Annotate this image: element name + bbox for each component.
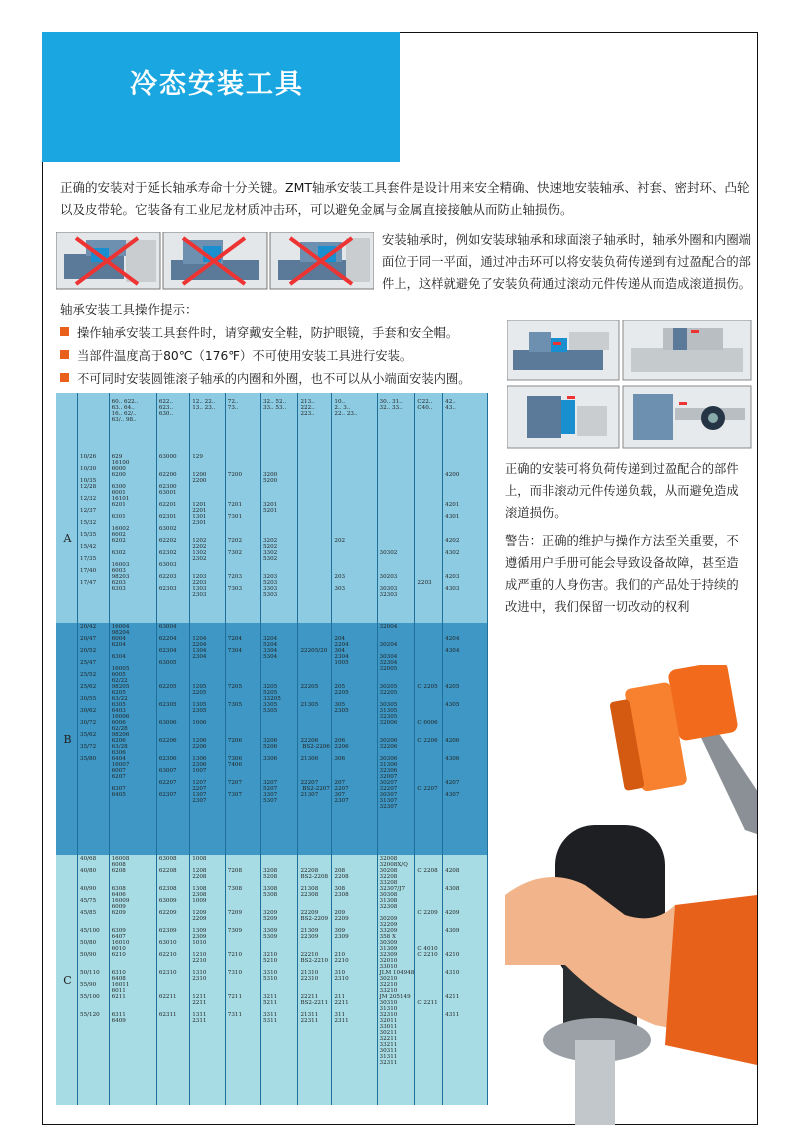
tips-heading: 轴承安装工具操作提示： bbox=[60, 302, 198, 317]
table-header-row bbox=[56, 393, 488, 453]
table-cell: 16008 6008 6208 6308 6406 16009 6009 6209 6309 6407 16010 6010 6210 6310 6408 16011 6011 6211 6311 6409 bbox=[109, 855, 156, 1105]
table-cell: 629 16100 6000 6200 6300 6001 16101 6201 6301 16002 6002 6202 6302 16003 6003 98203 6203 6303 bbox=[109, 453, 156, 623]
section-label: A bbox=[56, 453, 78, 623]
table-cell: 3208 5208 3308 5308 3209 5209 3309 5309 3210 5210 3310 5310 3211 5211 3311 5311 bbox=[260, 855, 297, 1105]
install-description: 安装轴承时，例如安装球轴承和球面滚子轴承时，轴承外圈和内圈端面位于同一平面，通过冲击环可以将安装负荷传递到有过盈配合的部件上，这样就避免了安装负荷通过滚动元件传递从而造成滚道损伤。 bbox=[382, 233, 751, 291]
table-cell: 3200 5200 3201 5201 3202 5202 3302 5302 3203 5203 3303 5303 bbox=[260, 453, 297, 623]
table-cell: 4200 4201 4301 4202 4302 4203 4303 bbox=[443, 453, 488, 623]
bullet-square-icon bbox=[60, 327, 69, 336]
column-header: 60.. 622.. 63.. 64.. 16.. 62/.. 63/.. 98.. bbox=[109, 393, 156, 453]
table-cell: 1008 1208 2208 1308 2308 1009 1209 2209 1309 2309 1010 1210 2210 1310 2310 1211 2211 1311 2311 bbox=[190, 855, 226, 1105]
table-cell: 202 203 303 bbox=[332, 453, 377, 623]
table-cell: C 2205 C 6006 C 2206 C 2207 bbox=[415, 623, 443, 855]
header-spacer bbox=[78, 393, 110, 453]
hammer-and-tool-illustration bbox=[505, 665, 757, 1125]
table-cell: 32008 32008X/Q 30208 32208 33208 32307/J7 30308 31308 32308 30209 32209 33209 358 X 30309 31309 32309 32010 33010 JLM 104948 30210 32210 33210 JM 205149 30310 31310 32310 32011 33011 30211 32211 33211 30311 31311 32311 bbox=[377, 855, 415, 1105]
tip-item: 操作轴承安装工具套件时，请穿戴安全鞋，防护眼镜，手套和安全帽。 bbox=[60, 324, 458, 342]
table-cell: 22205/20 22205 21305 22206 BS2-2206 21306 22207 BS2-2207 21307 bbox=[298, 623, 332, 855]
table-cell: 204 2204 304 2304 1005 205 2205 305 2305 206 2206 306 207 2207 307 2307 bbox=[332, 623, 377, 855]
table-cell: 4208 4308 4209 4309 4210 4310 4211 4311 bbox=[443, 855, 488, 1105]
incorrect-install-diagrams bbox=[56, 232, 374, 290]
table-cell: 7200 7201 7301 7202 7302 7203 7303 bbox=[225, 453, 260, 623]
section-label: B bbox=[56, 623, 78, 855]
table-section-row bbox=[56, 453, 488, 623]
table-cell: 3204 5204 3304 5304 3205 5205 33205 3305 5305 3206 5206 3306 3207 5207 3307 5307 bbox=[260, 623, 297, 855]
table-cell: 129 1200 2200 1201 2201 1301 2301 1202 2202 1302 2302 1203 2203 1303 2303 bbox=[190, 453, 226, 623]
bullet-square-icon bbox=[60, 373, 69, 382]
column-header: 10.. 2.. 3.. 22.. 23.. bbox=[332, 393, 377, 453]
bullet-square-icon bbox=[60, 350, 69, 359]
column-header: 72.. 73.. bbox=[225, 393, 260, 453]
bearing-tool-table bbox=[56, 393, 488, 1105]
size-column: 40/68 40/80 40/90 45/75 45/85 45/100 50/80 50/90 50/110 55/90 55/100 55/120 bbox=[78, 855, 110, 1105]
column-header: 30.. 31.. 32.. 33.. bbox=[377, 393, 415, 453]
column-header: 42.. 43.. bbox=[443, 393, 488, 453]
table-cell: 7208 7308 7209 7309 7210 7310 7211 7311 bbox=[225, 855, 260, 1105]
section-label: C bbox=[56, 855, 78, 1105]
column-header: 213.. 222.. 223.. bbox=[298, 393, 332, 453]
table-cell bbox=[298, 453, 332, 623]
table-cell: 63008 62208 62308 63009 62209 62309 63010 62210 62310 62211 62311 bbox=[156, 855, 189, 1105]
correct-install-note: 正确的安装可将负荷传递到过盈配合的部件上，而非滚动元件传递负载，从而避免造成滚道损伤。 bbox=[505, 462, 739, 520]
size-column: 20/42 20/47 20/52 25/47 25/52 25/62 30/55 30/62 30/72 35/62 35/72 35/80 bbox=[78, 623, 110, 855]
column-header: 32.. 52.. 33.. 53.. bbox=[260, 393, 297, 453]
header-spacer bbox=[56, 393, 78, 453]
table-section-row bbox=[56, 623, 488, 855]
table-cell: 63004 62204 62304 63005 62205 62305 63006 62206 62306 63007 62207 62307 bbox=[156, 623, 189, 855]
table-cell: 208 2208 308 2308 209 2209 309 2309 210 2210 310 2310 211 2211 311 2311 bbox=[332, 855, 377, 1105]
tip-item: 当部件温度高于80℃（176℉）不可使用安装工具进行安装。 bbox=[60, 347, 412, 365]
column-header: C22.. C40.. bbox=[415, 393, 443, 453]
column-header: 12.. 22.. 13.. 23.. bbox=[190, 393, 226, 453]
table-section-row bbox=[56, 855, 488, 1105]
table-cell: 4204 4304 4205 4305 4206 4306 4207 4307 bbox=[443, 623, 488, 855]
table-cell: C 2208 C 2209 C 4010 C 2210 C 2211 bbox=[415, 855, 443, 1105]
table-cell: 7204 7304 7205 7305 7206 7306 7406 7207 7307 bbox=[225, 623, 260, 855]
table-cell: 63000 62200 62300 63001 62201 62301 63002 62202 62302 63003 62203 62303 bbox=[156, 453, 189, 623]
table-cell: 22208 BS2-2208 21308 22308 22209 BS2-2209 21309 22309 22210 BS2-2210 21310 22310 22211 BS2-2211 21311 22311 bbox=[298, 855, 332, 1105]
table-cell: 32004 30204 30304 32304 32005 30205 32205 30305 31305 32305 32006 30206 32206 30306 31306 32306 32007 30207 32207 30307 31307 32307 bbox=[377, 623, 415, 855]
table-cell: 30302 30203 30303 32303 bbox=[377, 453, 415, 623]
page-title: 冷态安装工具 bbox=[130, 69, 304, 100]
table-cell: 16004 98204 6004 6204 6304 16005 6005 62/22 98205 6205 63/22 6305 6403 16006 6006 62/28 98206 6206 63/28 6306 6404 16007 6007 6207 6307 6405 bbox=[109, 623, 156, 855]
tip-item: 不可同时安装圆锥滚子轴承的内圈和外圈，也不可以从小端面安装内圈。 bbox=[60, 370, 471, 388]
correct-install-diagrams bbox=[507, 320, 753, 450]
table-cell: 1204 2204 1304 2304 1205 2205 1305 2305 1006 1206 2206 1306 2306 1007 1207 2207 1307 2307 bbox=[190, 623, 226, 855]
column-header: 622.. 623.. 630.. bbox=[156, 393, 189, 453]
warning-text: 警告：正确的维护与操作方法至关重要，不遵循用户手册可能会导致设备故障，甚至造成严重的人身伤害。我们的产品处于持续的改进中，我们保留一切改动的权利 bbox=[505, 534, 739, 614]
table-cell: 2203 bbox=[415, 453, 443, 623]
size-column: 10/26 10/30 10/35 12/28 12/32 12/37 15/32 15/35 15/42 17/35 17/40 17/47 bbox=[78, 453, 110, 623]
intro-text: 正确的安装对于延长轴承寿命十分关键。ZMT轴承安装工具套件是设计用来安全精确、快速地安装轴承、衬套、密封环、凸轮以及皮带轮。它装备有工业尼龙材质冲击环，可以避免金属与金属直接接触从而防止轴损伤。 bbox=[60, 180, 750, 217]
